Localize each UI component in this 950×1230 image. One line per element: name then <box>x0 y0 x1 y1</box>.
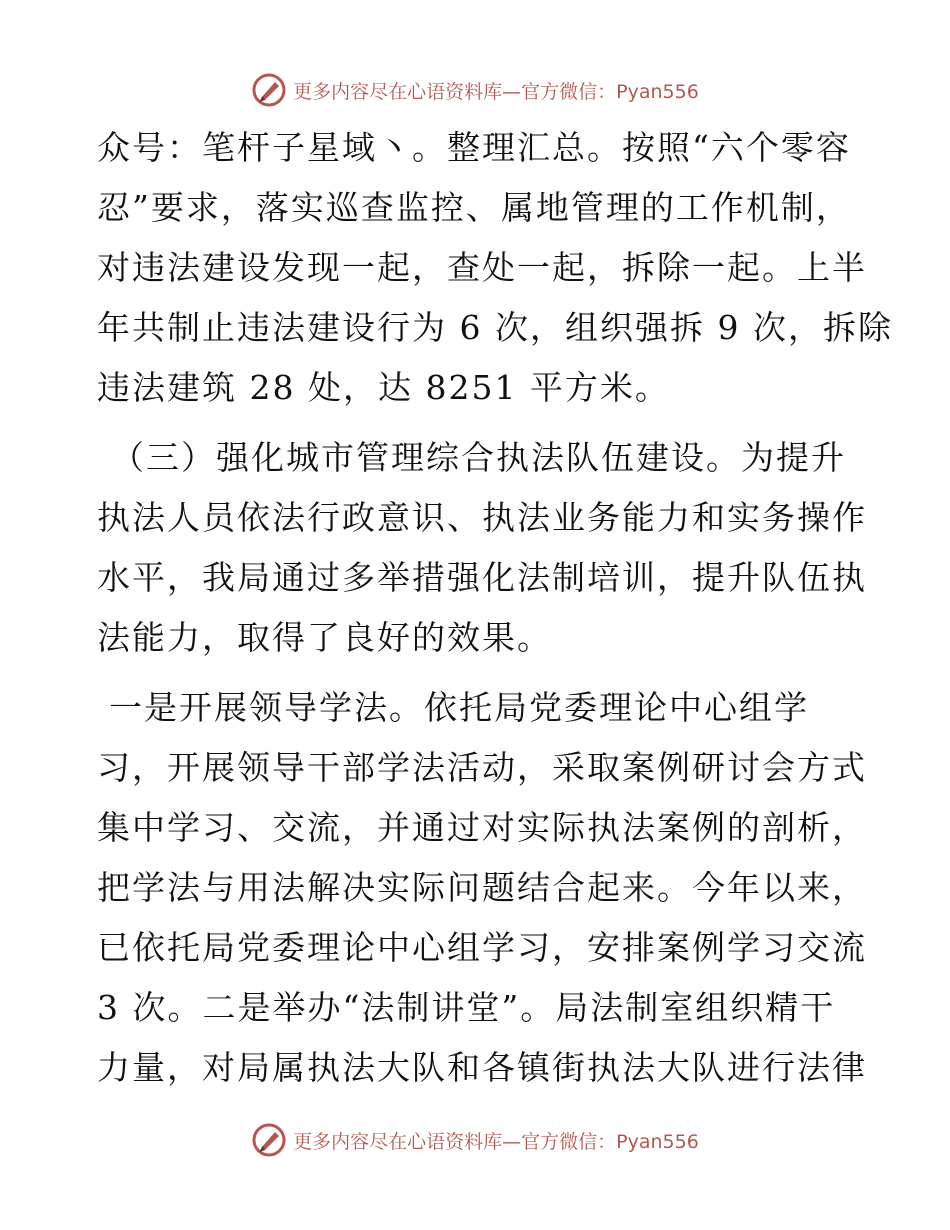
document-body <box>97 118 893 1098</box>
text-line: 违法建筑 28 处，达 8251 平方米。 <box>97 368 670 407</box>
text-line: 已依托局党委理论中心组学习，安排案例学习交流 <box>97 928 867 967</box>
watermark-text: 更多内容尽在心语资料库—官方微信：Pyan556 <box>293 1130 699 1153</box>
pen-logo-icon <box>251 1122 287 1158</box>
text-line: 3 次。二是举办“法制讲堂”。局法制室组织精干 <box>97 988 836 1027</box>
pen-logo-icon <box>251 72 287 108</box>
paragraph <box>97 428 867 668</box>
text-line: 忍”要求，落实巡查监控、属地管理的工作机制， <box>97 188 851 227</box>
text-line: 水平，我局通过多举措强化法制培训，提升队伍执 <box>97 558 867 597</box>
text-line: 法能力，取得了良好的效果。 <box>97 618 552 657</box>
text-line: （三）强化城市管理综合执法队伍建设。为提升 <box>111 438 846 477</box>
text-line: 对违法建设发现一起，查处一起，拆除一起。上半 <box>97 248 867 287</box>
watermark-banner-bottom <box>0 1120 950 1160</box>
text-line: 力量，对局属执法大队和各镇街执法大队进行法律 <box>97 1048 867 1087</box>
watermark-text: 更多内容尽在心语资料库—官方微信：Pyan556 <box>293 80 699 103</box>
paragraph <box>97 678 867 1098</box>
text-line: 集中学习、交流，并通过对实际执法案例的剖析， <box>97 808 867 847</box>
text-line: 把学法与用法解决实际问题结合起来。今年以来， <box>97 868 867 907</box>
watermark-banner-top <box>0 70 950 110</box>
text-line: 众号：笔杆子星域丶。整理汇总。按照“六个零容 <box>97 128 851 167</box>
text-line: 执法人员依法行政意识、执法业务能力和实务操作 <box>97 498 867 537</box>
text-line: 习，开展领导干部学法活动，采取案例研讨会方式 <box>97 748 867 787</box>
text-line: 一是开展领导学法。依托局党委理论中心组学 <box>109 688 809 727</box>
paragraph <box>97 118 893 418</box>
text-line: 年共制止违法建设行为 6 次，组织强拆 9 次，拆除 <box>97 308 893 347</box>
